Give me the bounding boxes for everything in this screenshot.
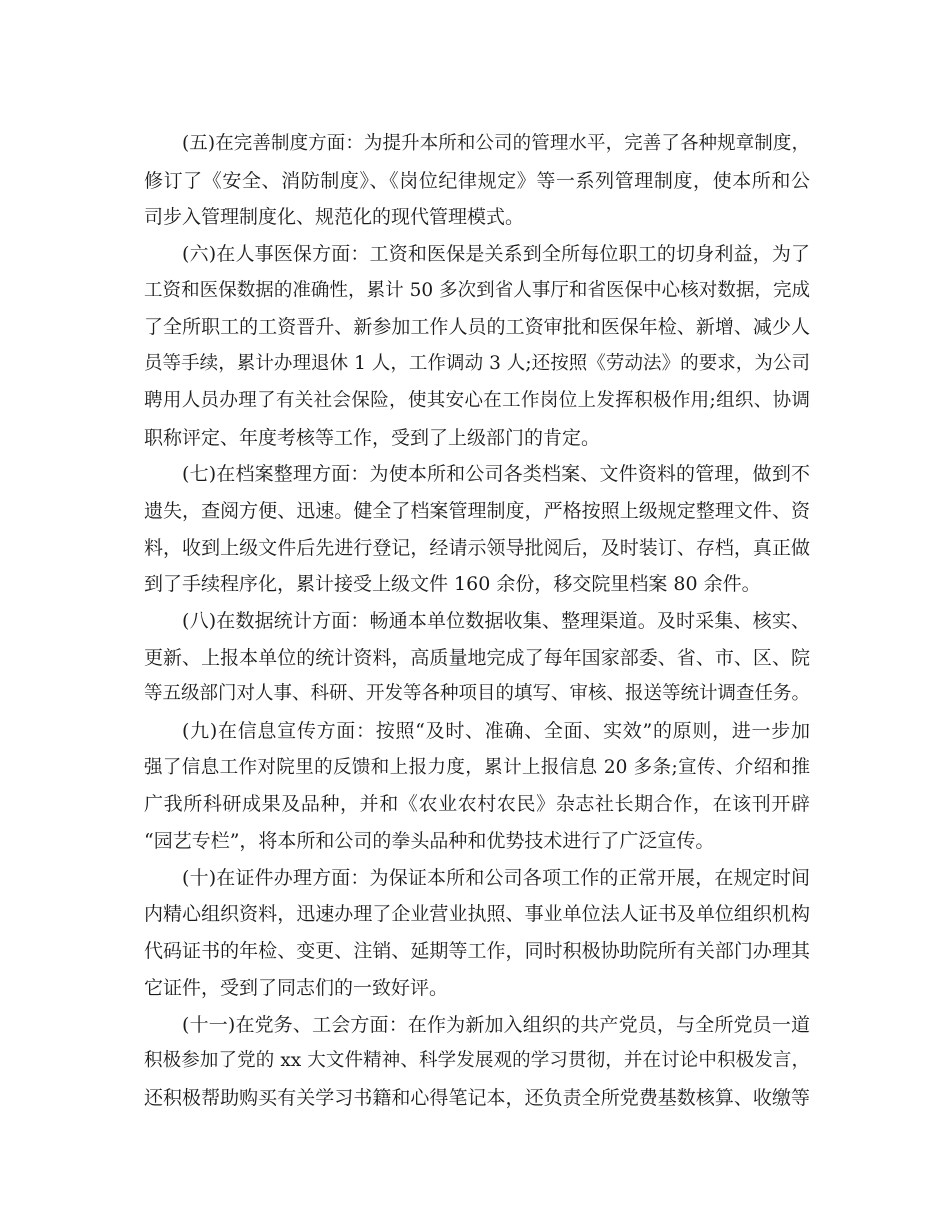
paragraph-line: 积极参加了党的 xx 大文件精神、科学发展观的学习贯彻，并在讨论中积极发言， — [144, 1050, 810, 1072]
paragraph-line: 更新、上报本单位的统计资料，高质量地完成了每年国家部委、省、市、区、院 — [144, 646, 810, 669]
paragraph-first-line: (十)在证件办理方面：为保证本所和公司各项工作的正常开展，在规定时间 — [182, 866, 810, 889]
paragraph-first-line: (七)在档案整理方面：为使本所和公司各类档案、文件资料的管理，做到不 — [182, 463, 810, 486]
paragraph-first-line: (九)在信息宣传方面：按照“及时、准确、全面、实效”的原则，进一步加 — [182, 720, 810, 742]
paragraph-line: 内精心组织资料，迅速办理了企业营业执照、事业单位法人证书及单位组织机构 — [144, 903, 810, 926]
paragraph-line: 它证件，受到了同志们的一致好评。 — [144, 976, 449, 999]
paragraph-line: 司步入管理制度化、规范化的现代管理模式。 — [144, 206, 525, 229]
paragraph-line: 料，收到上级文件后先进行登记，经请示领导批阅后，及时装订、存档，真正做 — [144, 536, 810, 559]
paragraph-line: 代码证书的年检、变更、注销、延期等工作，同时积极协助院所有关部门办理其 — [144, 940, 810, 963]
paragraph-line: 广我所科研成果及品种，并和《农业农村农民》杂志社长期合作，在该刊开辟 — [144, 793, 810, 816]
paragraph-first-line: (六)在人事医保方面：工资和医保是关系到全所每位职工的切身利益，为了 — [182, 243, 810, 266]
paragraph-line: 聘用人员办理了有关社会保险，使其安心在工作岗位上发挥积极作用;组织、协调 — [144, 389, 810, 411]
paragraph-line: 员等手续，累计办理退休 1 人，工作调动 3 人;还按照《劳动法》的要求，为公司 — [144, 353, 810, 375]
paragraph-line: 工资和医保数据的准确性，累计 50 多次到省人事厅和省医保中心核对数据，完成 — [144, 279, 810, 301]
paragraph-line: 等五级部门对人事、科研、开发等各种项目的填写、审核、报送等统计调查任务。 — [144, 683, 811, 705]
paragraph-line: 到了手续程序化，累计接受上级文件 160 余份，移交院里档案 80 余件。 — [144, 573, 761, 596]
paragraph-line: 还积极帮助购买有关学习书籍和心得笔记本，还负责全所党费基数核算、收缴等 — [144, 1086, 810, 1109]
paragraph-line: 了全所职工的工资晋升、新参加工作人员的工资审批和医保年检、新增、减少人 — [144, 316, 810, 339]
paragraph-line: 职称评定、年度考核等工作，受到了上级部门的肯定。 — [144, 426, 601, 449]
paragraph-first-line: (十一)在党务、工会方面：在作为新加入组织的共产党员，与全所党员一道 — [182, 1013, 810, 1036]
paragraph-line: 修订了《安全、消防制度》、《岗位纪律规定》等一系列管理制度，使本所和公 — [144, 169, 810, 192]
paragraph-first-line: (八)在数据统计方面：畅通本单位数据收集、整理渠道。及时采集、核实、 — [182, 609, 810, 632]
paragraph-first-line: (五)在完善制度方面：为提升本所和公司的管理水平，完善了各种规章制度， — [182, 133, 810, 154]
paragraph-line: “园艺专栏”，将本所和公司的拳头品种和优势技术进行了广泛宣传。 — [144, 830, 715, 853]
paragraph-line: 强了信息工作对院里的反馈和上报力度，累计上报信息 20 多条;宣传、介绍和推 — [144, 756, 810, 778]
document-body — [144, 126, 810, 1117]
paragraph-line: 遗失，查阅方便、迅速。健全了档案管理制度，严格按照上级规定整理文件、资 — [144, 499, 810, 522]
